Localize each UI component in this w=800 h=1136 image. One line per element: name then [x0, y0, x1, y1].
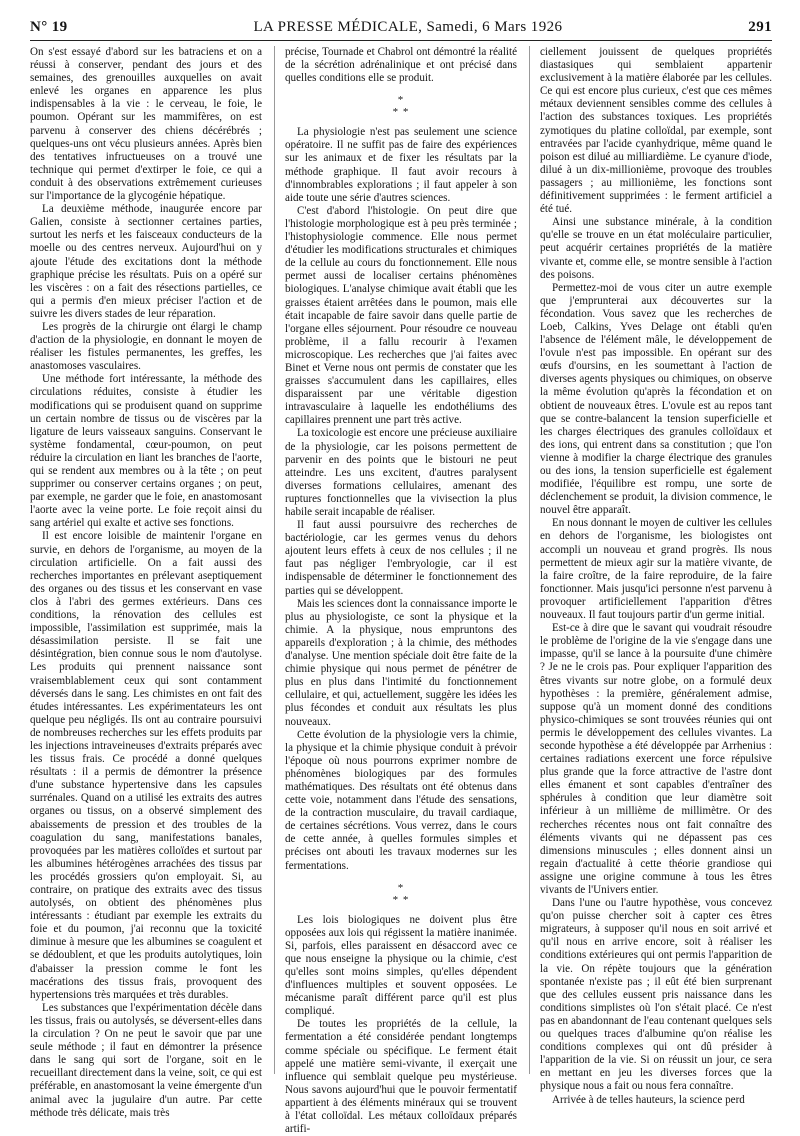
paragraph: Est-ce à dire que le savant qui voudrait résoudre le problème de l'origine de la vie s'engage dans une impasse, qu'il se lance à la poursuite d'une chimère ? Je ne le crois pas. Pour expliquer l'apparition des êtres vivants sur notre globe, on a formulé deux hypothèses : la première, généralement admise, suppose qu'à un moment donné des conditions physico-chimiques se sont trouvées réunies qui ont permis le développement des cellules vivantes. La seconde hypothèse a été développée par Arrhenius : certaines radiations exercent une force répulsive plus grande que la force attractive de l'astre dont elles émanent et sont capables d'entraîner des sphérules à condition que leur diamètre soit inférieur à un millième de millimètre. Or des recherches récentes nous ont fait connaître des éléments vivants qui ne dépassent pas ces dimensions minuscules ; elles donnent ainsi un regain d'actualité à cette théorie grandiose qui assigne une origine commune à tous les êtres vivants de l'Univers entier. — [540, 622, 772, 896]
asterism-top: * — [397, 881, 405, 894]
paragraph: ciellement jouissent de quelques propriétés diastasiques qui semblaient appartenir exclusivement à la matière élaborée par les cellules. Ce qui est encore plus curieux, c'est que ces mêmes métaux deviennent sensibles comme des cellules à l'action des substances toxiques. Les propriétés zymotiques du platine colloïdal, par exemple, sont entravées par l'acide cyanhydrique, même quand le poison est dilué au milliardième. Le cyanure d'iode, dilué à un dix-millionième, provoque des troubles passagers ; au millionième, les fonctions sont définitivement supprimées : le ferment artificiel a été tué. — [540, 46, 772, 216]
paragraph: Mais les sciences dont la connaissance importe le plus au physiologiste, ce sont la physique et la chimie. A la physique, nous empruntons des appareils d'exploration ; à la chimie, des méthodes d'analyse. Une mention spéciale doit être faite de la chimie physique qui nous permet de pénétrer de plus en plus dans l'intimité du fonctionnement cellulaire, et qui, actuellement, suggère les idées les plus fécondes et conduit aux résultats les plus nouveaux. — [285, 597, 517, 728]
text-column-3 — [529, 46, 772, 1106]
paragraph: Ainsi une substance minérale, à la condition qu'elle se trouve en un état moléculaire particulier, peut acquérir certaines propriétés de la matière vivante et, comme elle, se montre sensible à l'action des poisons. — [540, 216, 772, 281]
paragraph: Cette évolution de la physiologie vers la chimie, la physique et la chimie physique conduit à prévoir l'époque où nous pourrons exprimer nombre de phénomènes biologiques par des formules mathématiques. Des résultats ont été obtenus dans cette voie, notamment dans l'étude des sensations, de la contraction musculaire, du travail cardiaque, de certaines sécrétions. Vous verrez, dans le cours de cette année, à quelles formules simples et précises ont abouti les travaux modernes sur les fermentations. — [285, 728, 517, 872]
paragraph: On s'est essayé d'abord sur les batraciens et on a réussi à conserver, pendant des jours et des semaines, des grenouilles auxquelles on avait enlevé les organes en apparence les plus indispensables à la vie : le cerveau, le foie, le poumon. Opérant sur les mammifères, on est parvenu à conserver des chiens décérébrés ; quelques-uns ont vécu plusieurs années. Après bien des tentatives infructueuses on a trouvé une technique qui permet d'extirper le foie, ce qui a conduit à des observations extrêmement curieuses sur l'importance de la glycogénie hépatique. — [30, 46, 262, 203]
publication-title: LA PRESSE MÉDICALE, Samedi, 6 Mars 1926 — [253, 18, 563, 35]
article-columns — [30, 46, 772, 1136]
paragraph: La toxicologie est encore une précieuse auxiliaire de la physiologie, car les poisons permettent de parvenir en des points que le bistouri ne peut atteindre. Les uns excitent, d'autres paralysent diverses formations cellulaires, amenant des ruptures fonctionnelles que la vivisection la plus habile serait incapable de réaliser. — [285, 427, 517, 518]
asterism-bottom: * * — [392, 893, 410, 906]
paragraph: En nous donnant le moyen de cultiver les cellules en dehors de l'organisme, les biologistes ont accompli un nouveau et grand progrès. Ils nous permettent de mieux agir sur la matière vivante, de la faire croître, de la faire reproduire, de la faire fonctionner. Mais jusqu'ici personne n'est parvenu à provoquer artificiellement l'apparition d'êtres nouveaux. Il faut toujours partir d'un germe initial. — [540, 517, 772, 622]
paragraph: Les substances que l'expérimentation décèle dans les tissus, frais ou autolysés, se déversent-elles dans la circulation ? On ne peut le savoir que par une seule méthode ; il faut en démontrer la présence dans le sang qui sort de l'organe, soit en le recueillant directement dans la veine, soit, ce qui est préférable, en anastomosant la veine émergente d'un animal avec la jugulaire d'un autre. Par cette méthode très délicate, mais très — [30, 1001, 262, 1119]
paragraph: Permettez-moi de vous citer un autre exemple que j'emprunterai aux découvertes sur la fécondation. Vous savez que les recherches de Loeb, Calkins, Yves Delage ont établi qu'en l'absence de l'élément mâle, le développement de l'ovule n'est pas impossible. En opérant sur des œufs d'oursins, en les soumettant à l'action de diverses agents physiques ou chimiques, on observe la même évolution qu'après la fécondation et on obtient de nouveaux êtres. L'ovule est au repos tant que se contre-balancent la tension superficielle et les charges électriques des granules colloïdaux et des ions, qui entrent dans sa constitution ; que l'on vienne à modifier la charge électrique des granules ou des ions, la tension superficielle est également modifiée, l'équilibre est rompu, une sorte de déclenchement se produit, la division commence, le nouvel être apparaît. — [540, 281, 772, 517]
page-number: 291 — [748, 18, 772, 35]
paragraph: Il faut aussi poursuivre des recherches de bactériologie, car les germes venus du dehors ajoutent leurs effets à ceux de nos cellules ; il ne faut pas négliger l'embryologie, car il est indispensable de déterminer le fonctionnement des parties qui se développent. — [285, 519, 517, 597]
section-separator-asterism — [285, 882, 517, 906]
paragraph: Il est encore loisible de maintenir l'organe en survie, en dehors de l'organisme, au moyen de la circulation artificielle. On a fait aussi des recherches importantes en prélevant aseptiquement des organes ou des tissus et les conservant en vase clos à l'abri des germes extérieurs. Dans ces conditions, la rénovation des cellules est impossible, l'assimilation est supprimée, mais la désassimilation persiste. Il se fait une désintégration, bien connue sous le nom d'autolyse. Les produits qui prennent naissance sont vraisemblablement ceux qui sont contamment déversés dans le sang. Les chimistes en ont fait des études intéressantes. Les expérimentateurs les ont quelque peu négligés. Ils ont au contraire poursuivi de nombreuses recherches sur les effets produits par les injections intraveineuses d'extraits préparés avec les tissus frais. Ce procédé a donné quelques résultats : il a permis de démontrer la présence d'une substance hypertensive dans les capsules surrénales. Quand on a utilisé les extraits des autres organes ou tissus, on a observé simplement des abaissements de pression et des troubles de la coagulation du sang, manifestations banales, provoquées par les matières colloïdes et surtout par les albumines hétérogènes arrachées des tissus par les procédés grossiers qu'on employait. Si, au contraire, on pratique des extraits avec des tissus autolysés, on obtient des phénomènes plus intéressants : étudiant par exemple les extraits du foie et du poumon, j'ai reconnu que la toxicité diminue à mesure que les albumines se coagulent et se dédoublent, et que les produits autolytiques, loin d'abaisser la pression comme le font les macérations des tissus frais, provoquent des hypertensions très marquées et très durables. — [30, 530, 262, 1001]
text-column-1 — [30, 46, 262, 1119]
paragraph: Les lois biologiques ne doivent plus être opposées aux lois qui régissent la matière inanimée. Si, parfois, elles paraissent en désaccord avec ce que nous enseigne la physique ou la chimie, c'est qu'elles sont moins simples, qu'elles dépendent d'influences multiples et souvent opposées. Le mécanisme paraît différent parce qu'il est plus compliqué. — [285, 913, 517, 1018]
text-column-2 — [274, 46, 517, 1136]
paragraph: Dans l'une ou l'autre hypothèse, vous concevez qu'on puisse chercher soit à capter ces êtres migrateurs, à supposer qu'il nous en soit arrivé et qu'il nous en arrive encore, soit à réaliser les conditions extérieures qui ont permis l'apparition de la vie. On répète toujours que la génération spontanée n'existe pas ; il eût été bien surprenant que des cellules eussent pris naissance dans les conditions simplistes où l'on s'était placé. Ce n'est pas en abandonnant de l'eau contenant quelques sels ou quelques traces d'albumine qu'on réalise les conditions complexes qui ont dû présider à l'apparition de la vie. Si on réussit un jour, ce sera en mettant en jeu les diverses forces que la physique nous a fait ou nous fera connaître. — [540, 897, 772, 1093]
paragraph: C'est d'abord l'histologie. On peut dire que l'histologie morphologique est à peu près terminée ; l'histophysiologie commence. Elle nous permet d'étudier les modifications structurales et chimiques de la cellule au cours du fonctionnement. Elle nous permet aussi de localiser certains phénomènes biologiques. L'analyse chimique avait établi que les graisses étaient arrêtées dans le poumon, mais elle était incapable de faire savoir dans quelle partie de l'organe elles séjournent. Pour résoudre ce nouveau problème, il a fallu recourir à l'examen microscopique. Les recherches que j'ai faites avec Binet et Verne nous ont permis de constater que les graisses s'accumulent dans les capillaires, elles disparaissent par une véritable digestion intravasculaire à laquelle les endothéliums des capillaires prennent une part très active. — [285, 204, 517, 427]
paragraph: Les progrès de la chirurgie ont élargi le champ d'action de la physiologie, en donnant le moyen de réaliser les fistules permanentes, les greffes, les anastomoses vasculaires. — [30, 320, 262, 373]
asterism-bottom: * * — [392, 106, 410, 119]
paragraph: Une méthode fort intéressante, la méthode des circulations réduites, consiste à étudier les modifications qui se produisent quand on supprime un certain nombre de tissus ou de viscères par la ligature de leurs vaisseaux sanguins. Conservant le système fondamental, cœur-poumon, on peut réduire la circulation en liant les branches de l'aorte, qui se rendent aux membres ou à la tête ; on peut supprimer ou conserver certains organes ; on peut, par exemple, ne garder que le foie, en anastomosant l'aorte avec la veine porte. Le foie reçoit ainsi du sang artériel qui exalte et active ses fonctions. — [30, 373, 262, 530]
paragraph: La physiologie n'est pas seulement une science opératoire. Il ne suffit pas de faire des expériences sur les animaux et de fixer les résultats par la méthode graphique. Il faut avoir recours à d'innombrables explorations ; il faut appeler à son aide toute une série d'autres sciences. — [285, 126, 517, 204]
paragraph: De toutes les propriétés de la cellule, la fermentation a été considérée pendant longtemps comme spéciale ou spécifique. Le ferment était appelé une matière semi-vivante, il exerçait une influence qui semblait quelque peu mystérieuse. Nous savons aujourd'hui que le pouvoir fermentatif appartient à des éléments minéraux qui se trouvent à l'état colloïdal. Les métaux colloïdaux préparés artifi- — [285, 1018, 517, 1136]
paragraph: La deuxième méthode, inaugurée encore par Galien, consiste à sectionner certaines parties, surtout les nerfs et les faisceaux conducteurs de la moelle ou des centres nerveux. Aujourd'hui on y ajoute l'étude des excitations dont la méthode graphique précise les résultats. Puis on a opéré sur les viscères : on a fait des résections partielles, ce qui a permis d'en mieux préciser l'action et de suivre les divers stades de leur réparation. — [30, 203, 262, 320]
paragraph: Arrivée à de telles hauteurs, la science perd — [552, 1093, 745, 1106]
paragraph: précise, Tournade et Chabrol ont démontré la réalité de la sécrétion adrénalinique et ont précisé dans quelles conditions elle se produit. — [285, 46, 517, 85]
page-header — [30, 14, 772, 41]
issue-number: N° 19 — [30, 18, 68, 35]
asterism-top: * — [397, 94, 405, 107]
section-separator-asterism — [285, 94, 517, 118]
